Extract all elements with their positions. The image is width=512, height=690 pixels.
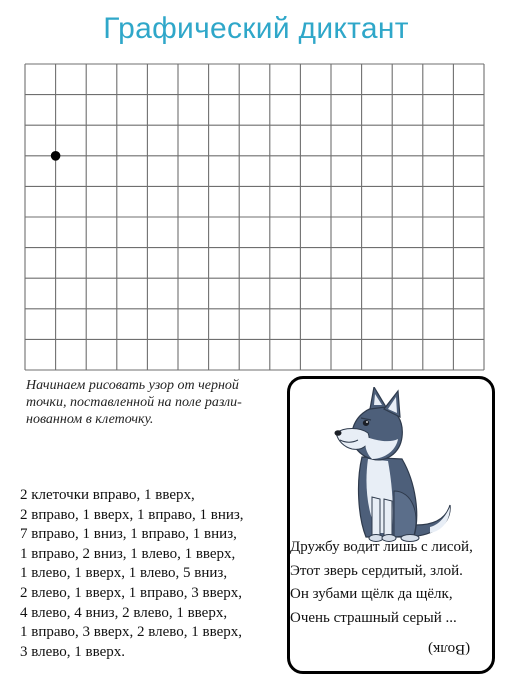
poem-line: Очень страшный серый ... [290, 609, 457, 626]
page-title: Графический диктант [103, 12, 409, 45]
instruction-line: 2 вправо, 1 вверх, 1 вправо, 1 вниз, [20, 506, 244, 523]
instruction-line: 1 вправо, 3 вверх, 2 влево, 1 вверх, [20, 624, 242, 641]
instruction-line: 4 влево, 4 вниз, 2 влево, 1 вверх, [20, 604, 228, 621]
instruction-line: 2 клеточки вправо, 1 вверх, [20, 487, 195, 503]
instruction-line: 3 влево, 1 вверх. [20, 643, 125, 660]
riddle-answer: (Волк) [428, 641, 471, 657]
poem-line: Он зубами щёлк да щёлк, [290, 586, 453, 602]
riddle-poem [290, 536, 512, 630]
poem-line: Дружбу водит лишь с лисой, [290, 539, 473, 555]
start-dot [51, 151, 61, 161]
instructions-list [20, 486, 285, 662]
intro-line: точки, поставленной на поле разли- [26, 395, 242, 410]
instruction-line: 7 вправо, 1 вниз, 1 вправо, 1 вниз, [20, 526, 237, 543]
intro-text [26, 377, 276, 428]
instruction-line: 2 влево, 1 вверх, 1 вправо, 3 вверх, [20, 584, 242, 601]
intro-line: нованном в клеточку. [26, 412, 154, 427]
instruction-line: 1 влево, 1 вверх, 1 влево, 5 вниз, [20, 565, 228, 582]
intro-line: Начинаем рисовать узор от черной [26, 378, 239, 393]
poem-line: Этот зверь сердитый, злой. [290, 562, 463, 579]
instruction-line: 1 вправо, 2 вниз, 1 влево, 1 вверх, [20, 545, 236, 562]
wolf-icon [334, 387, 454, 545]
